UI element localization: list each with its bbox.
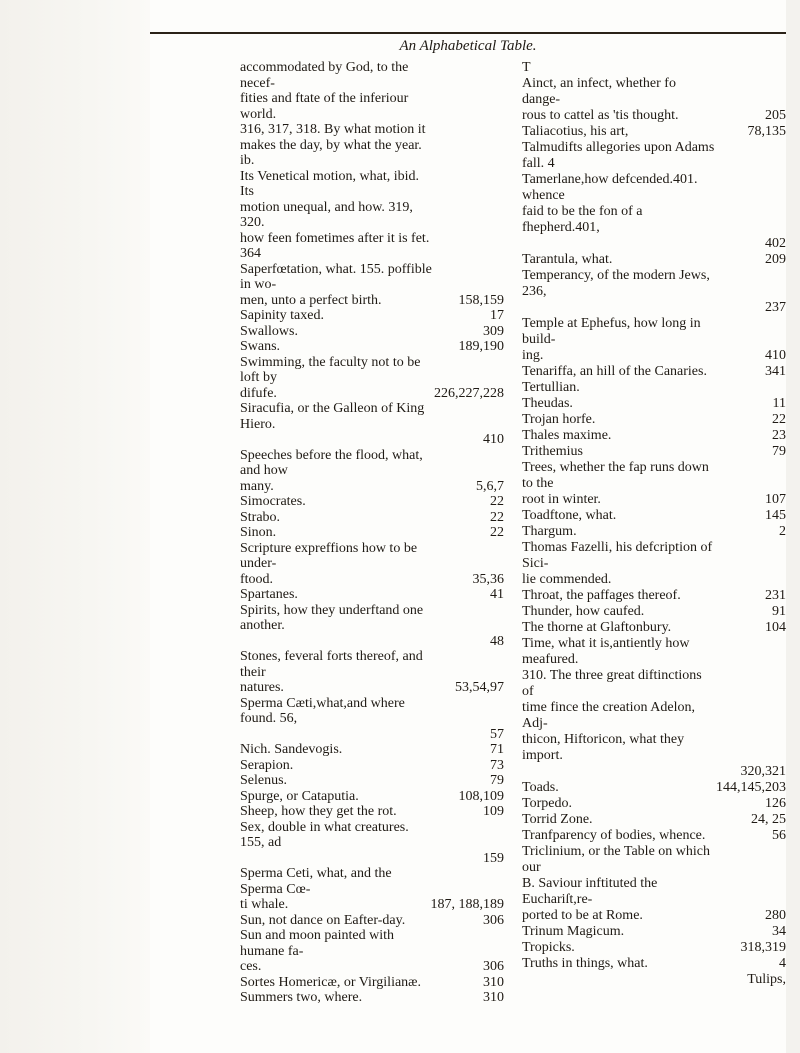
index-entry xyxy=(240,773,504,789)
index-entry xyxy=(522,764,786,780)
page-body xyxy=(240,60,786,1013)
page-reference: 34 xyxy=(772,924,786,939)
page-reference: 5,6,7 xyxy=(476,478,504,494)
index-entry xyxy=(522,140,786,172)
index-entry xyxy=(240,820,504,851)
page-reference: 205 xyxy=(765,108,786,123)
page-reference: 41 xyxy=(490,587,504,602)
entry-text: faid to be the fon of a fhepherd.401, xyxy=(522,204,643,235)
index-entry xyxy=(240,432,504,448)
index-entry xyxy=(522,268,786,300)
entry-text: makes the day, by what the year. ib. xyxy=(240,137,422,168)
page-reference: 280 xyxy=(765,908,786,923)
entry-text: lie commended. xyxy=(522,572,612,587)
index-entry xyxy=(240,897,504,913)
index-entry xyxy=(522,396,786,412)
page-reference: 126 xyxy=(765,796,786,811)
entry-text: Spurge, or Cataputia. xyxy=(240,788,359,804)
page-reference: 56 xyxy=(772,828,786,843)
page-reference: 22 xyxy=(772,412,786,427)
index-entry xyxy=(240,975,504,991)
entry-text: Saperfœtation, what. 155. poffible in wo- xyxy=(240,261,432,292)
entry-text: Theudas. xyxy=(522,396,573,411)
page-reference: 237 xyxy=(765,300,786,315)
index-column-left xyxy=(240,60,504,1013)
entry-text: B. Saviour inftituted the Euchariſt,re- xyxy=(522,876,658,907)
page-reference: 109 xyxy=(483,804,504,819)
index-entry xyxy=(240,742,504,758)
index-entry xyxy=(522,812,786,828)
page-reference: 17 xyxy=(490,308,504,323)
index-entry xyxy=(240,649,504,680)
index-entry xyxy=(240,696,504,727)
entry-text: Talmudifts allegories upon Adams fall. 4 xyxy=(522,140,715,171)
entry-text: Tarantula, what. xyxy=(522,252,613,267)
index-entry xyxy=(522,348,786,364)
index-entry xyxy=(522,316,786,348)
entry-text: Swallows. xyxy=(240,323,298,339)
entry-text: Temple at Ephefus, how long in build- xyxy=(522,316,701,347)
index-entry xyxy=(240,572,504,588)
index-entry xyxy=(240,200,504,231)
page-reference: 4 xyxy=(779,956,786,971)
entry-text: Tenariffa, an hill of the Canaries. xyxy=(522,364,707,379)
entry-text: Selenus. xyxy=(240,773,288,788)
entry-text: rous to cattel as 'tis thought. xyxy=(522,108,679,123)
entry-text: Sinon. xyxy=(240,525,277,540)
index-entry xyxy=(522,76,786,108)
entry-text: time fince the creation Adelon, Adj- xyxy=(522,700,695,731)
index-entry xyxy=(240,913,504,929)
index-entry xyxy=(240,758,504,774)
index-entry xyxy=(240,959,504,975)
entry-text: Sperma Ceti, what, and the Sperma Cœ- xyxy=(240,866,392,897)
index-entry xyxy=(240,494,504,510)
entry-text: Trojan horfe. xyxy=(522,412,596,427)
index-entry xyxy=(240,804,504,820)
index-entry xyxy=(522,620,786,636)
page-reference: 144,145,203 xyxy=(716,780,786,795)
entry-text: Sex, double in what creatures. 155, ad xyxy=(240,819,409,850)
entry-text: 310. The three great diftinctions of xyxy=(522,668,702,699)
next-page-bleed xyxy=(786,0,800,1053)
index-entry xyxy=(240,169,504,200)
running-header: An Alphabetical Table. xyxy=(399,38,537,54)
page-reference: 159 xyxy=(483,850,504,866)
entry-text: Sun and moon painted with humane fa- xyxy=(240,928,394,959)
index-entry xyxy=(240,448,504,479)
entry-text: Time, what it is,antiently how meafured. xyxy=(522,636,690,667)
index-entry xyxy=(522,204,786,236)
index-entry xyxy=(522,908,786,924)
entry-text: Its Venetical motion, what, ibid. Its xyxy=(240,168,419,199)
page-reference: 310 xyxy=(483,974,504,990)
entry-text: Tranfparency of bodies, whence. xyxy=(522,828,706,843)
entry-text: ces. xyxy=(240,959,262,974)
index-entry xyxy=(522,380,786,396)
index-entry xyxy=(522,780,786,796)
entry-text: Speeches before the flood, what, and how xyxy=(240,447,423,478)
index-entry xyxy=(240,866,504,897)
index-entry xyxy=(522,60,786,76)
page-reference: 310 xyxy=(483,990,504,1005)
entry-text: Spirits, how they underftand one another. xyxy=(240,602,424,633)
index-entry xyxy=(522,700,786,732)
page-reference: 71 xyxy=(490,742,504,757)
entry-text: Strabo. xyxy=(240,509,281,525)
index-entry xyxy=(522,124,786,140)
index-entry xyxy=(522,492,786,508)
index-entry xyxy=(522,828,786,844)
page-reference: 158,159 xyxy=(458,292,504,308)
page-reference: 341 xyxy=(765,364,786,379)
entry-text: motion unequal, and how. 319, 320. xyxy=(240,199,413,230)
entry-text: Trees, whether the fap runs down to the xyxy=(522,460,709,491)
index-entry xyxy=(522,668,786,700)
page-reference: 309 xyxy=(483,323,504,339)
index-entry xyxy=(240,401,504,432)
page-reference: 22 xyxy=(490,525,504,540)
entry-text: ported to be at Rome. xyxy=(522,908,643,923)
entry-text: Torrid Zone. xyxy=(522,812,593,827)
index-entry xyxy=(240,355,504,386)
page-reference: 91 xyxy=(772,604,786,619)
page-reference: 11 xyxy=(772,396,786,411)
index-entry xyxy=(240,541,504,572)
index-entry xyxy=(240,634,504,650)
page-reference: 209 xyxy=(765,252,786,267)
page-reference: 108,109 xyxy=(458,788,504,804)
page-reference: 104 xyxy=(765,620,786,635)
entry-text: Throat, the paffages thereof. xyxy=(522,588,681,603)
entry-text: Sortes Homericæ, or Virgilianæ. xyxy=(240,974,422,990)
entry-text: Sun, not dance on Eafter-day. xyxy=(240,912,406,928)
entry-text: Tropicks. xyxy=(522,940,575,955)
entry-text: Trinum Magicum. xyxy=(522,924,625,939)
index-entry xyxy=(522,460,786,492)
index-entry xyxy=(240,479,504,495)
entry-text: T xyxy=(522,60,531,75)
index-entry xyxy=(522,924,786,940)
entry-text: Thales maxime. xyxy=(522,428,612,443)
entry-text: ftood. xyxy=(240,571,274,587)
page-reference: 145 xyxy=(765,508,786,523)
entry-text: Trithemius xyxy=(522,444,583,459)
entry-text: accommodated by God, to the necef- xyxy=(240,60,409,91)
entry-text: difufe. xyxy=(240,385,277,401)
page-reference: 318,319 xyxy=(740,940,786,955)
page-reference: 53,54,97 xyxy=(455,680,504,695)
entry-text: The thorne at Glaftonbury. xyxy=(522,620,672,635)
index-entry xyxy=(240,990,504,1006)
index-entry xyxy=(522,588,786,604)
index-entry xyxy=(522,844,786,876)
entry-text: Swimming, the faculty not to be loft by xyxy=(240,354,421,385)
page-reference: 48 xyxy=(490,633,504,649)
index-entry xyxy=(522,524,786,540)
index-entry xyxy=(240,510,504,526)
entry-text: Taliacotius, his art, xyxy=(522,124,629,139)
index-entry xyxy=(522,428,786,444)
entry-text: Serapion. xyxy=(240,757,294,773)
page-reference: 306 xyxy=(483,912,504,928)
entry-text: Ainct, an infect, whether fo dange- xyxy=(522,76,676,107)
page-reference: 410 xyxy=(765,348,786,363)
index-entry xyxy=(522,636,786,668)
index-entry xyxy=(522,236,786,252)
entry-text: Sapinity taxed. xyxy=(240,308,324,323)
entry-text: Torpedo. xyxy=(522,796,572,811)
index-entry xyxy=(522,732,786,764)
entry-text: Toads. xyxy=(522,780,559,795)
header-rule xyxy=(150,32,786,34)
entry-text: ti whale. xyxy=(240,897,289,912)
page-reference: 73 xyxy=(490,757,504,773)
page-reference: 402 xyxy=(765,236,786,251)
page-reference: 79 xyxy=(772,444,786,459)
entry-text: Thargum. xyxy=(522,524,577,539)
index-entry xyxy=(522,796,786,812)
entry-text: Tamerlane,how defcended.401. whence xyxy=(522,172,698,203)
index-entry xyxy=(522,444,786,460)
page-reference: 187, 188,189 xyxy=(430,897,504,912)
entry-text: Thunder, how caufed. xyxy=(522,604,645,619)
index-entry xyxy=(240,603,504,634)
entry-text: Toadftone, what. xyxy=(522,508,617,523)
index-entry xyxy=(522,572,786,588)
page-reference: 2 xyxy=(779,524,786,539)
index-entry xyxy=(240,60,504,91)
index-entry xyxy=(240,138,504,169)
page-reference: 24, 25 xyxy=(751,812,786,827)
entry-text: Spartanes. xyxy=(240,587,298,602)
entry-text: many. xyxy=(240,478,274,494)
index-entry xyxy=(240,851,504,867)
index-entry xyxy=(522,876,786,908)
entry-text: ing. xyxy=(522,348,544,363)
page-reference: 226,227,228 xyxy=(434,385,504,401)
entry-text: Triclinium, or the Table on which our xyxy=(522,844,711,875)
entry-text: Simocrates. xyxy=(240,494,306,509)
index-entry xyxy=(522,972,786,988)
page-reference: 23 xyxy=(772,428,786,443)
page-reference: 57 xyxy=(490,726,504,742)
page-reference: 22 xyxy=(490,494,504,509)
page-reference: 231 xyxy=(765,588,786,603)
index-entry xyxy=(522,412,786,428)
page-reference: 189,190 xyxy=(458,339,504,354)
entry-text: natures. xyxy=(240,680,284,695)
index-entry xyxy=(240,339,504,355)
entry-text: men, unto a perfect birth. xyxy=(240,292,382,308)
index-entry xyxy=(240,789,504,805)
page-reference: 410 xyxy=(483,432,504,447)
entry-text: 316, 317, 318. By what motion it xyxy=(240,122,426,137)
entry-text: Temperancy, of the modern Jews, 236, xyxy=(522,268,710,299)
entry-text: Stones, feveral forts thereof, and their xyxy=(240,649,423,680)
index-column-right xyxy=(522,60,786,1013)
page-reference: 306 xyxy=(483,959,504,974)
index-entry xyxy=(240,91,504,122)
entry-text: Scripture expreffions how to be under- xyxy=(240,540,418,571)
entry-text: Sheep, how they get the rot. xyxy=(240,804,397,819)
previous-page-bleed xyxy=(0,0,150,1053)
index-entry xyxy=(240,587,504,603)
page-reference: 320,321 xyxy=(740,764,786,779)
index-entry xyxy=(522,940,786,956)
index-entry xyxy=(240,262,504,293)
entry-text: Truths in things, what. xyxy=(522,956,648,971)
page-reference: 78,135 xyxy=(747,124,786,139)
index-entry xyxy=(522,508,786,524)
entry-text: root in winter. xyxy=(522,492,601,507)
index-entry xyxy=(522,956,786,972)
index-entry xyxy=(522,252,786,268)
page-reference: 35,36 xyxy=(472,571,504,587)
entry-text: Thomas Fazelli, his defcription of Sici- xyxy=(522,540,713,571)
index-entry xyxy=(240,122,504,138)
index-entry xyxy=(522,300,786,316)
page-reference: 22 xyxy=(490,509,504,525)
index-entry xyxy=(522,172,786,204)
entry-text: Summers two, where. xyxy=(240,990,363,1005)
entry-text: Tertullian. xyxy=(522,380,580,395)
index-entry xyxy=(240,231,504,262)
index-entry xyxy=(240,928,504,959)
page-reference: 79 xyxy=(490,773,504,788)
index-entry xyxy=(240,324,504,340)
entry-text: Swans. xyxy=(240,339,281,354)
index-entry xyxy=(522,364,786,380)
entry-text: Sperma Cæti,what,and where found. 56, xyxy=(240,695,405,726)
index-entry xyxy=(240,386,504,402)
entry-text: fities and ftate of the inferiour world. xyxy=(240,91,409,122)
index-entry xyxy=(240,293,504,309)
index-entry xyxy=(522,540,786,572)
entry-text: how feen fometimes after it is fet. 364 xyxy=(240,230,430,261)
index-entry xyxy=(240,525,504,541)
page-reference: Tulips, xyxy=(747,972,786,987)
entry-text: Siracufia, or the Galleon of King Hiero. xyxy=(240,401,425,432)
entry-text: thicon, Hiftoricon, what they import. xyxy=(522,732,685,763)
index-entry xyxy=(240,308,504,324)
index-entry xyxy=(522,108,786,124)
index-entry xyxy=(240,680,504,696)
index-entry xyxy=(240,727,504,743)
page-reference: 107 xyxy=(765,492,786,507)
index-entry xyxy=(522,604,786,620)
entry-text: Nich. Sandevogis. xyxy=(240,742,343,757)
